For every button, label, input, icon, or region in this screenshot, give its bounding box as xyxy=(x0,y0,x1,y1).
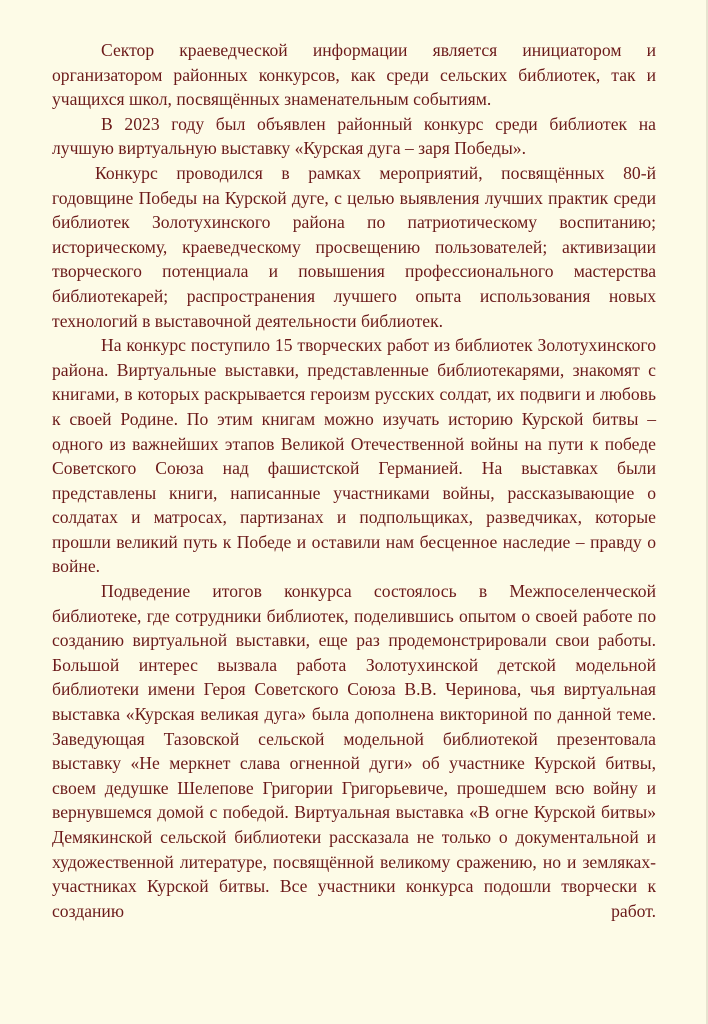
paragraph-contest-announcement: В 2023 году был объявлен районный конкурс среди библиотек на лучшую виртуальную выставку «Курская дуга – заря Победы». xyxy=(52,113,656,159)
paragraph-contest-goals: Конкурс проводился в рамках мероприятий, посвящённых 80-й годовщине Победы на Курской дуге, с целью выявления лучших практик среди библиотек Золотухинского района по патриотическому воспитанию; историческому, краеведческому просвещению пользователей; активизации творческого потенциала и повышения профессионального мастерства библиотекарей; распространения лучшего опыта использования новых технологий в выставочной деятельности библиотек. xyxy=(52,162,656,331)
paragraph-sector-info: Сектор краеведческой информации является инициатором и организатором районных конкурсов, как среди сельских библиотек, так и учащихся школ, посвящённых знаменательным событиям. xyxy=(52,40,656,110)
paragraph-contest-entries: На конкурс поступило 15 творческих работ из библиотек Золотухинского района. Виртуальные выставки, представленные библиотекарями, знакомят с книгами, в которых раскрывается героизм русских солдат, их подвиги и любовь к своей Родине. По этим книгам можно изучать историю Курской битвы – одного из важнейших этапов Великой Отечественной войны на пути к победе Советского Союза над фашистской Германией. На выставках были представлены книги, написанные участниками войны, рассказывающие о солдатах и матросах, партизанах и подпольщиках, разведчиках, которые прошли великий путь к Победе и оставили нам бесценное наследие – правду о войне. xyxy=(52,335,656,577)
paragraph-contest-results: Подведение итогов конкурса состоялось в Межпоселенческой библиотеке, где сотрудники библиотек, поделившись опытом о своей работе по созданию виртуальной выставки, еще раз продемонстрировали свои работы. Большой интерес вызвала работа Золотухинской детской модельной библиотеки имени Героя Советского Союза В.В. Черинова, чья виртуальная выставка «Курская великая дуга» была дополнена викториной по данной теме. Заведующая Тазовской сельской модельной библиотекой презентовала выставку «Не меркнет слава огненной дуги» об участнике Курской битвы, своем дедушке Шелепове Григории Григорьевиче, прошедшем всю войну и вернувшемся домой с победой. Виртуальная выставка «В огне Курской битвы» Демякинской сельской библиотеки рассказала не только о документальной и художественной литературе, посвящённой великому сражению, но и земляках-участниках Курской битвы. Все участники конкурса подошли творчески к созданию работ. xyxy=(52,581,656,921)
